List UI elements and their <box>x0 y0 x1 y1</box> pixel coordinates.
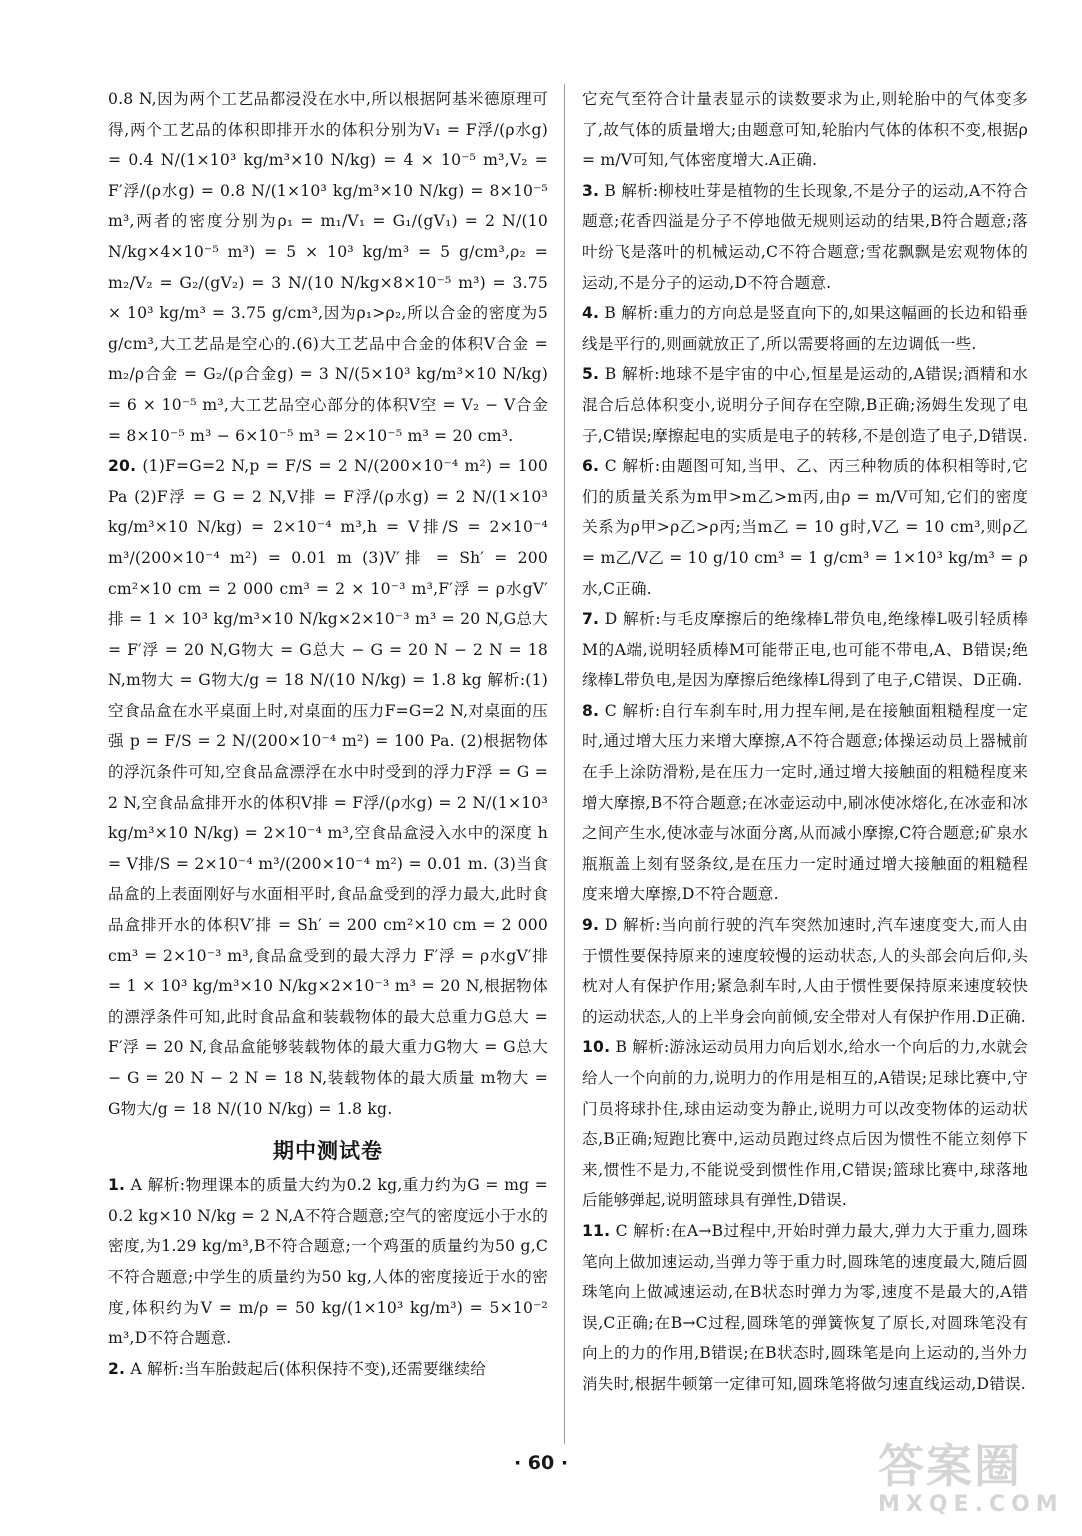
answer-paragraph <box>582 910 1028 1032</box>
answer-text: B 解析:游泳运动员用力向后划水,给水一个向后的力,水就会给人一个向前的力,说明力的作用是相互的,A错误;足球比赛中,守门员将球扑住,球由运动变为静止,说明力可以改变物体的运动状态,B正确;短跑比赛中,运动员跑过终点后因为惯性不能立刻停下来,惯性不是力,不能说受到惯性作用,C错误;篮球比赛中,球落地后能够弹起,说明篮球具有弹性,D错误. <box>582 1038 1028 1210</box>
answer-text: A 解析:当车胎鼓起后(体积保持不变),还需要继续给 <box>130 1359 487 1378</box>
question-number: 4. <box>582 304 600 323</box>
watermark-title: 答案圈 <box>878 1439 1022 1493</box>
answer-text: C 解析:在A→B过程中,开始时弹力最大,弹力大于重力,圆珠笔向上做加速运动,当弹力等于重力时,圆珠笔的速度最大,随后圆珠笔向上做减速运动,在B状态时弹力为零,速度不是最大的,A错误,C正确;在B→C过程,圆珠笔的弹簧恢复了原长,对圆珠笔没有向上的力的作用,B错误;在B状态时,圆珠笔是向上运动的,当外力消失时,根据牛顿第一定律可知,圆珠笔将做匀速直线运动,D错误. <box>582 1221 1028 1393</box>
question-number: 9. <box>582 916 600 935</box>
answer-paragraph <box>582 298 1028 359</box>
question-number: 20. <box>108 457 137 476</box>
question-number: 11. <box>582 1221 611 1240</box>
answer-paragraph <box>582 604 1028 696</box>
answer-text: D 解析:当向前行驶的汽车突然加速时,汽车速度变大,而人由于惯性要保持原来的速度较慢的运动状态,人的头部会向后仰,头枕对人有保护作用;紧急刹车时,人由于惯性要保持原来速度较快的运动状态,人的上半身会向前倾,安全带对人有保护作用.D正确. <box>582 916 1028 1026</box>
answer-text: 它充气至符合计量表显示的读数要求为止,则轮胎中的气体变多了,故气体的质量增大;由题意可知,轮胎内气体的体积不变,根据ρ = m/V可知,气体密度增大.A正确. <box>582 90 1028 170</box>
answer-paragraph <box>582 176 1028 298</box>
answer-text: A 解析:物理课本的质量大约为0.2 kg,重力约为G = mg = 0.2 kg×10 N/kg = 2 N,A不符合题意;空气的密度远小于水的密度,为1.29 kg/m³,B不符合题意;一个鸡蛋的质量约为50 g,C不符合题意;中学生的质量约为50 kg,人体的密度接近于水的密度,体积约为V = m/ρ = 50 kg/(1×10³ kg/m³) = 5×10⁻² m³,D不符合题意. <box>108 1176 548 1348</box>
question-number: 8. <box>582 701 600 720</box>
left-column <box>108 84 548 1384</box>
watermark-subtitle: MXQE.COM <box>878 1492 1064 1517</box>
question-number: 2. <box>108 1359 126 1378</box>
answer-paragraph <box>582 1216 1028 1400</box>
answer-paragraph <box>108 84 548 451</box>
question-number: 5. <box>582 365 600 384</box>
section-title: 期中测试卷 <box>273 1139 383 1164</box>
watermark-logo <box>878 1440 1068 1528</box>
right-column <box>582 84 1028 1400</box>
answer-paragraph <box>582 1032 1028 1216</box>
answer-paragraph <box>108 1170 548 1354</box>
answer-text: C 解析:由题图可知,当甲、乙、丙三种物质的体积相等时,它们的质量关系为m甲>m乙>m丙,由ρ = m/V可知,它们的密度关系为ρ甲>ρ乙>ρ丙;当m乙 = 10 g时,V乙 = 10 cm³,则ρ乙 = m乙/V乙 = 10 g/10 cm³ = 1 g/cm³ = 1×10³ kg/m³ = ρ水,C正确. <box>582 457 1028 598</box>
question-number: 1. <box>108 1176 126 1195</box>
answer-text: B 解析:重力的方向总是竖直向下的,如果这幅画的长边和铅垂线是平行的,则画就放正了,所以需要将画的左边调低一些. <box>582 304 1028 353</box>
answer-text: (1)F=G=2 N,p = F/S = 2 N/(200×10⁻⁴ m²) = 100 Pa (2)F浮 = G = 2 N,V排 = F浮/(ρ水g) = 2 N/(1×10³ kg/m³×10 N/kg) = 2×10⁻⁴ m³,h = V排/S = 2×10⁻⁴ m³/(200×10⁻⁴ m²) = 0.01 m (3)V′排 = Sh′ = 200 cm²×10 cm = 2 000 cm³ = 2 × 10⁻³ m³,F′浮 = ρ水gV′排 = 1 × 10³ kg/m³×10 N/kg×2×10⁻³ m³ = 20 N,G总大 = F′浮 = 20 N,G物大 = G总大 − G = 20 N − 2 N = 18 N,m物大 = G物大/g = 18 N/(10 N/kg) = 1.8 kg 解析:(1)空食品盒在水平桌面上时,对桌面的压力F=G=2 N,对桌面的压强 p = F/S = 2 N/(200×10⁻⁴ m²) = 100 Pa. (2)根据物体的浮沉条件可知,空食品盒漂浮在水中时受到的浮力F浮 = G = 2 N,空食品盒排开水的体积V排 = F浮/(ρ水g) = 2 N/(1×10³ kg/m³×10 N/kg) = 2×10⁻⁴ m³,空食品盒浸入水中的深度 h = V排/S = 2×10⁻⁴ m³/(200×10⁻⁴ m²) = 0.01 m. (3)当食品盒的上表面刚好与水面相平时,食品盒受到的浮力最大,此时食品盒排开水的体积V′排 = Sh′ = 200 cm²×10 cm = 2 000 cm³ = 2×10⁻³ m³,食品盒受到的最大浮力 F′浮 = ρ水gV′排 = 1 × 10³ kg/m³×10 N/kg×2×10⁻³ m³ = 20 N,根据物体的漂浮条件可知,此时食品盒和装载物体的最大总重力G总大 = F′浮 = 20 N,食品盒能够装载物体的最大重力G物大 = G总大 − G = 20 N − 2 N = 18 N,装载物体的最大质量 m物大 = G物大/g = 18 N/(10 N/kg) = 1.8 kg. <box>108 457 548 1118</box>
answer-paragraph <box>108 1354 548 1385</box>
page-number: · 60 · <box>513 1452 569 1474</box>
question-number: 6. <box>582 457 600 476</box>
answer-text: B 解析:地球不是宇宙的中心,恒星是运动的,A错误;酒精和水混合后总体积变小,说明分子间存在空隙,B正确;汤姆生发现了电子,C错误;摩擦起电的实质是电子的转移,不是创造了电子,D错误. <box>582 365 1028 445</box>
answer-paragraph <box>582 696 1028 910</box>
answer-paragraph <box>582 359 1028 451</box>
question-number: 7. <box>582 610 600 629</box>
answer-paragraph <box>108 451 548 1124</box>
answer-text: D 解析:与毛皮摩擦后的绝缘棒L带负电,绝缘棒L吸引轻质棒M的A端,说明轻质棒M可能带正电,也可能不带电,A、B错误;绝缘棒L带负电,是因为摩擦后绝缘棒L得到了电子,C错误、D正确. <box>582 610 1028 690</box>
answer-text: B 解析:柳枝吐芽是植物的生长现象,不是分子的运动,A不符合题意;花香四溢是分子不停地做无规则运动的结果,B符合题意;落叶纷飞是落叶的机械运动,C不符合题意;雪花飘飘是宏观物体的运动,不是分子的运动,D不符合题意. <box>582 181 1028 292</box>
column-divider <box>564 84 565 1444</box>
answer-text: 0.8 N,因为两个工艺品都浸没在水中,所以根据阿基米德原理可得,两个工艺品的体积即排开水的体积分别为V₁ = F浮/(ρ水g) = 0.4 N/(1×10³ kg/m³×10 N/kg) = 4 × 10⁻⁵ m³,V₂ = F′浮/(ρ水g) = 0.8 N/(1×10³ kg/m³×10 N/kg) = 8×10⁻⁵ m³,两者的密度分别为ρ₁ = m₁/V₁ = G₁/(gV₁) = 2 N/(10 N/kg×4×10⁻⁵ m³) = 5 × 10³ kg/m³ = 5 g/cm³,ρ₂ = m₂/V₂ = G₂/(gV₂) = 3 N/(10 N/kg×8×10⁻⁵ m³) = 3.75 × 10³ kg/m³ = 3.75 g/cm³,因为ρ₁>ρ₂,所以合金的密度为5 g/cm³,大工艺品是空心的.(6)大工艺品中合金的体积V合金 = m₂/ρ合金 = G₂/(ρ合金g) = 3 N/(5×10³ kg/m³×10 N/kg) = 6 × 10⁻⁵ m³,大工艺品空心部分的体积V空 = V₂ − V合金 = 8×10⁻⁵ m³ − 6×10⁻⁵ m³ = 2×10⁻⁵ m³ = 20 cm³. <box>108 90 548 445</box>
answer-paragraph <box>582 84 1028 176</box>
question-number: 10. <box>582 1038 611 1057</box>
answer-paragraph <box>582 451 1028 604</box>
answer-text: C 解析:自行车刹车时,用力捏车闸,是在接触面粗糙程度一定时,通过增大压力来增大摩擦,A不符合题意;体操运动员上器械前在手上涂防滑粉,是在压力一定时,通过增大接触面的粗糙程度来增大摩擦,B不符合题意;在冰壶运动中,刷冰使冰熔化,在冰壶和冰之间产生水,使冰壶与冰面分离,从而减小摩擦,C符合题意;矿泉水瓶瓶盖上刻有竖条纹,是在压力一定时通过增大接触面的粗糙程度来增大摩擦,D不符合题意. <box>582 701 1028 904</box>
question-number: 3. <box>582 181 600 200</box>
